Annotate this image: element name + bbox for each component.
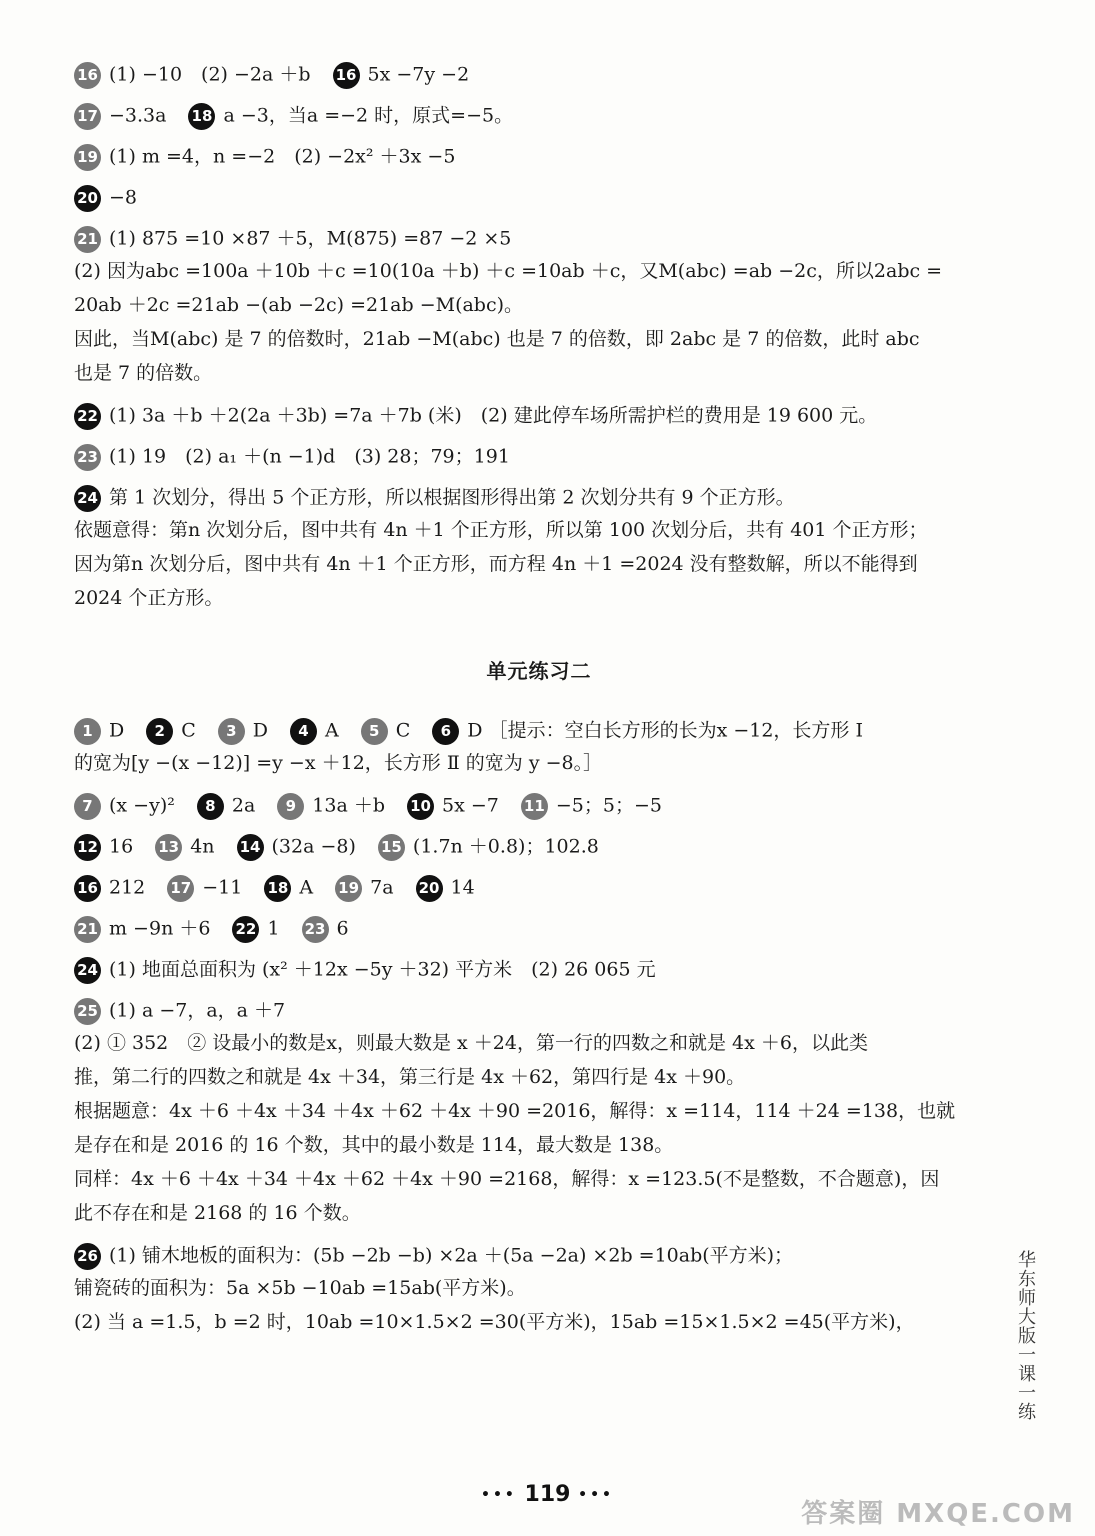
answer-line: (2) 因为abc =100a ＋10b ＋c =10(10a ＋b) ＋c =10ab ＋c，又M(abc) =ab −2c，所以2abc = (74, 260, 943, 282)
answer-text: (1) 19 (2) a₁ ＋(n −1)d (3) 28；79；191 (109, 445, 510, 468)
answer-line: 此不存在和是 2168 的 16 个数。 (74, 1202, 361, 1224)
answer-text: −8 (109, 186, 138, 209)
answer-text: (1) 地面总面积为 (x² ＋12x −5y ＋32) 平方米 (2) 26 065 元 (109, 958, 656, 981)
answer-line (74, 834, 1004, 856)
answer-line (74, 485, 1004, 507)
question-number-badge: 19 (74, 144, 101, 171)
answer-line (74, 103, 1004, 125)
question-number-badge: 15 (378, 834, 405, 861)
question-number-badge: 16 (74, 62, 101, 89)
answer-text: 13a ＋b (312, 794, 385, 817)
answer-text: (1) m =4，n =−2 (2) −2x² ＋3x −5 (109, 145, 456, 168)
answer-line (74, 998, 1004, 1020)
answer-text: −5；5；−5 (555, 794, 662, 817)
answer-text: 16 (109, 835, 134, 858)
question-number-badge: 22 (74, 403, 101, 430)
answer-line (74, 144, 1004, 166)
question-number-badge: 19 (335, 875, 362, 902)
question-number-badge: 21 (74, 916, 101, 943)
question-number-badge: 8 (197, 793, 224, 820)
answer-text: m −9n ＋6 (109, 917, 211, 940)
question-number-badge: 4 (290, 718, 317, 745)
answer-line (74, 1243, 1004, 1265)
answer-line: (2) 当 a =1.5，b =2 时，10ab =10×1.5×2 =30(平方米)，15ab =15×1.5×2 =45(平方米)， (74, 1311, 915, 1333)
answer-text: 7a (370, 876, 394, 899)
question-number-badge: 24 (74, 957, 101, 984)
question-number-badge: 18 (264, 875, 291, 902)
question-number-badge: 10 (407, 793, 434, 820)
answer-line: 同样：4x ＋6 ＋4x ＋34 ＋4x ＋62 ＋4x ＋90 =2168，解得：x =123.5(不是整数，不合题意)，因 (74, 1168, 940, 1190)
question-number-badge: 12 (74, 834, 101, 861)
answer-line: 根据题意：4x ＋6 ＋4x ＋34 ＋4x ＋62 ＋4x ＋90 =2016，解得：x =114，114 ＋24 =138，也就 (74, 1100, 956, 1122)
question-number-badge: 26 (74, 1243, 101, 1270)
book-series-label: 华东师大版一课一练 (1015, 1250, 1036, 1421)
page-number: 119 (524, 1482, 571, 1507)
answer-text: (1) a −7，a，a ＋7 (109, 999, 286, 1022)
answer-page (74, 62, 1004, 1352)
section-unit-answers (74, 62, 1004, 609)
answer-line: 是存在和是 2016 的 16 个数，其中的最小数是 114，最大数是 138。 (74, 1134, 674, 1156)
question-number-badge: 6 (432, 718, 459, 745)
answer-line: 也是 7 的倍数。 (74, 362, 213, 384)
answer-text: −3.3a (109, 104, 167, 127)
question-number-badge: 13 (155, 834, 182, 861)
question-number-badge: 3 (218, 718, 245, 745)
question-number-badge: 2 (146, 718, 173, 745)
question-number-badge: 17 (167, 875, 194, 902)
section-unit-practice-two (74, 718, 1004, 1333)
answer-text: 第 1 次划分，得出 5 个正方形，所以根据图形得出第 2 次划分共有 9 个正方形。 (109, 486, 795, 509)
footer-dots-right: ••• (578, 1487, 614, 1503)
answer-line (74, 444, 1004, 466)
answer-line (74, 403, 1004, 425)
answer-text: A (325, 719, 339, 742)
answer-text: 6 (336, 917, 349, 940)
question-number-badge: 11 (521, 793, 548, 820)
answer-text: D (252, 719, 269, 742)
answer-text: C (181, 719, 196, 742)
watermark-logo: 答案圈 MXQE.COM (801, 1499, 1075, 1529)
answer-text: (32a −8) (271, 835, 356, 858)
question-number-badge: 1 (74, 718, 101, 745)
question-number-badge: 5 (361, 718, 388, 745)
answer-text: (x −y)² (109, 794, 175, 817)
answer-line (74, 793, 1004, 815)
answer-text: (1.7n ＋0.8)；102.8 (412, 835, 599, 858)
answer-text: −11 (202, 876, 243, 899)
answer-text: A (299, 876, 314, 899)
answer-text: 4n (190, 835, 215, 858)
answer-line (74, 226, 1004, 248)
answer-line (74, 957, 1004, 979)
question-number-badge: 14 (237, 834, 264, 861)
answer-line: 2024 个正方形。 (74, 587, 224, 609)
question-number-badge: 22 (232, 916, 259, 943)
answer-line (74, 185, 1004, 207)
answer-text: 212 (109, 876, 146, 899)
answer-text: 2a (231, 794, 256, 817)
answer-text: 14 (450, 876, 475, 899)
answer-line: 因此，当M(abc) 是 7 的倍数时，21ab −M(abc) 也是 7 的倍数，即 2abc 是 7 的倍数，此时 abc (74, 328, 920, 350)
answer-line: 铺瓷砖的面积为：5a ×5b −10ab =15ab(平方米)。 (74, 1277, 526, 1299)
answer-line (74, 875, 1004, 897)
question-number-badge: 23 (302, 916, 329, 943)
question-number-badge: 21 (74, 226, 101, 253)
question-number-badge: 18 (188, 103, 215, 130)
answer-line (74, 718, 1004, 740)
answer-line: 依题意得：第n 次划分后，图中共有 4n ＋1 个正方形，所以第 100 次划分后，共有 401 个正方形； (74, 519, 928, 541)
question-number-badge: 16 (333, 62, 360, 89)
answer-line: 因为第n 次划分后，图中共有 4n ＋1 个正方形，而方程 4n ＋1 =2024 没有整数解，所以不能得到 (74, 553, 918, 575)
question-number-badge: 23 (74, 444, 101, 471)
question-number-badge: 20 (74, 185, 101, 212)
answer-text: (1) 3a ＋b ＋2(2a ＋3b) =7a ＋7b (米) (2) 建此停车场所需护栏的费用是 19 600 元。 (109, 404, 878, 427)
answer-line: 20ab ＋2c =21ab −(ab −2c) =21ab −M(abc)。 (74, 294, 524, 316)
answer-text: C (395, 719, 411, 742)
answer-line (74, 62, 1004, 84)
question-number-badge: 20 (416, 875, 443, 902)
answer-text: (1) 875 =10 ×87 ＋5，M(875) =87 −2 ×5 (109, 227, 512, 250)
question-number-badge: 9 (277, 793, 304, 820)
answer-text: (1) 铺木地板的面积为：(5b −2b −b) ×2a ＋(5a −2a) ×2b =10ab(平方米)； (109, 1244, 794, 1267)
question-number-badge: 16 (74, 875, 101, 902)
answer-line: 的宽为[y −(x −12)] =y −x ＋12，长方形 Ⅱ 的宽为 y −8。］ (74, 752, 603, 774)
question-number-badge: 24 (74, 485, 101, 512)
answer-text: 1 (267, 917, 280, 940)
question-number-badge: 17 (74, 103, 101, 130)
question-number-badge: 25 (74, 998, 101, 1025)
answer-line: (2) ① 352 ② 设最小的数是x，则最大数是 x ＋24，第一行的四数之和就是 4x ＋6，以此类 (74, 1032, 868, 1054)
answer-line: 推，第二行的四数之和就是 4x ＋34，第三行是 4x ＋62，第四行是 4x ＋90。 (74, 1066, 746, 1088)
answer-text: D (109, 719, 125, 742)
footer-dots-left: ••• (481, 1487, 517, 1503)
question-number-badge: 7 (74, 793, 101, 820)
answer-text: a −3，当a =−2 时，原式=−5。 (223, 104, 514, 127)
answer-text: (1) −10 (2) −2a ＋b (109, 63, 311, 86)
answer-text: 5x −7y −2 (367, 63, 470, 86)
section-title: 单元练习二 (486, 659, 592, 683)
answer-line (74, 916, 1004, 938)
answer-text: D ［提示：空白长方形的长为x −12，长方形 Ⅰ (467, 719, 863, 742)
answer-text: 5x −7 (442, 794, 499, 817)
